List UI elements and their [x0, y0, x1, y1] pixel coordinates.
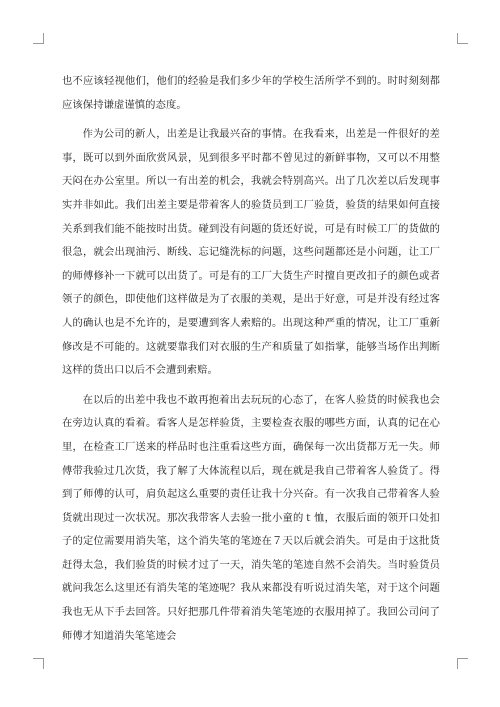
document-body [62, 70, 440, 654]
crop-mark-bottom-left [33, 658, 44, 669]
paragraph-business-trip: 作为公司的新人，出差是让我最兴奋的事情。在我看来，出差是一件很好的差事，既可以到外面欣赏风景，见到很多平时都不曾见过的新鲜事物，又可以不用整天闷在办公室里。所以一有出差的机会，我就会特别高兴。出了几次差以后发现事实并非如此。我们出差主要是带着客人的验货员到工厂验货，验货的结果如何直接关系到我们能不能按时出货。碰到没有问题的货还好说，可是有时候工厂的货做的很急，就会出现油污、断线、忘记缝洗标的问题，这些问题都还是小问题，让工厂的师傅修补一下就可以出货了。可是有的工厂大货生产时擅自更改扣子的颜色或者领子的颜色，即使他们这样做是为了衣服的美观，是出于好意，可是并没有经过客人的确认也是不允许的，是要遭到客人索赔的。出现这种严重的情况，让工厂重新修改是不可能的。这就要靠我们对衣服的生产和质量了如指掌，能够当场作出判断这样的货出口以后不会遭到索赔。 [62, 128, 440, 377]
paragraph-continuation: 也不应该轻视他们，他们的经验是我们多少年的学校生活所学不到的。时时刻刻都应该保持谦虚谨慎的态度。 [62, 75, 440, 111]
crop-mark-bottom-right [457, 658, 468, 669]
paragraph-inspection-experience: 在以后的出差中我也不敢再抱着出去玩玩的心态了，在客人验货的时候我也会在旁边认真的看着。看客人是怎样验货，主要检查衣服的哪些方面，认真的记在心里，在检查工厂送来的样品时也注重看这些方面，确保每一次出货都万无一失。师傅带我验过几次货，我了解了大体流程以后，现在就是我自己带着客人验货了。得到了师傅的认可，肩负起这么重要的责任让我十分兴奋。有一次我自己带着客人验货就出现过一次状况。那次我带客人去验一批小童的ｔ恤，衣服后面的领开口处扣子的定位需要用消失笔，这个消失笔的笔迹在７天以后就会消失。可是由于这批货赶得太急，我们验货的时候才过了一天，消失笔的笔迹自然不会消失。当时验货员就问我怎么这里还有消失笔的笔迹呢？我从来都没有听说过消失笔，对于这个问题我也无从下手去回答。只好把那几件带着消失笔笔迹的衣服用掉了。我回公司问了师傅才知道消失笔笔迹会 [62, 393, 440, 642]
crop-mark-top-right [457, 33, 468, 44]
crop-mark-top-left [33, 33, 44, 44]
